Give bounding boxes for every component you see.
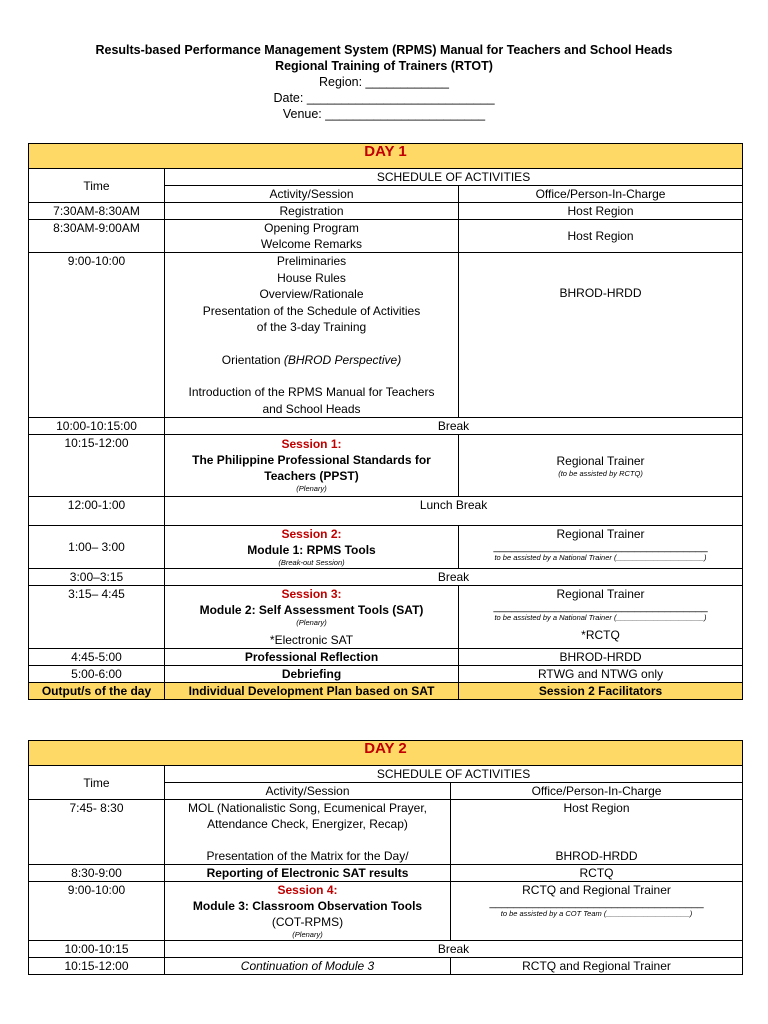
activity-line: MOL (Nationalistic Song, Ecumenical Prayer,: [188, 801, 427, 815]
office-header: Office/Person-In-Charge: [459, 186, 743, 203]
session-title: Module 1: RPMS Tools: [247, 543, 376, 557]
office-note: (to be assisted by RCTQ): [558, 468, 643, 478]
table-row: [29, 958, 743, 975]
output-row: [29, 683, 743, 700]
office-text: RCTQ and Regional Trainer: [522, 883, 671, 897]
session-title: Module 2: Self Assessment Tools (SAT): [199, 603, 424, 617]
office-text: Regional Trainer: [556, 587, 645, 601]
activity-line: of the 3-day Training: [256, 320, 367, 334]
session-note: (Break-out Session): [278, 558, 345, 567]
activity-cell: [165, 220, 459, 253]
blank-line: ___________________________________: [493, 541, 708, 553]
table-row: [29, 203, 743, 220]
table-row: [29, 649, 743, 666]
session-title: The Philippine Professional Standards for: [192, 453, 431, 467]
activity-line: Opening Program: [264, 221, 359, 235]
table-row: [29, 882, 743, 941]
output-label: Output/s of the day: [29, 683, 165, 700]
table-row: [29, 526, 743, 569]
activity-cell: Professional Reflection: [165, 649, 459, 666]
time-cell: 10:00-10:15: [29, 941, 165, 958]
office-cell: [451, 882, 743, 941]
time-cell: 7:30AM-8:30AM: [29, 203, 165, 220]
activity-cell: [165, 435, 459, 497]
activity-cell: Continuation of Module 3: [165, 958, 451, 975]
session-extra: *Electronic SAT: [269, 633, 354, 647]
orientation-text: Orientation: [221, 352, 281, 367]
session-note: (Plenary): [296, 484, 327, 493]
day2-label: DAY 2: [29, 741, 743, 766]
activity-cell: Debriefing: [165, 666, 459, 683]
output-activity: Individual Development Plan based on SAT: [165, 683, 459, 700]
time-cell: 1:00– 3:00: [29, 526, 165, 569]
orientation-note: (BHROD Perspective): [283, 352, 402, 367]
table-row: [29, 941, 743, 958]
time-cell: 8:30AM-9:00AM: [29, 220, 165, 253]
day1-schedule-table: [28, 143, 743, 700]
table-row: [29, 253, 743, 418]
activity-line: Attendance Check, Energizer, Recap): [207, 817, 408, 831]
office-cell: [459, 586, 743, 649]
table-row: [29, 220, 743, 253]
activity-cell: Break: [165, 569, 743, 586]
office-text: Regional Trainer: [556, 453, 645, 468]
office-extra: *RCTQ: [581, 628, 620, 642]
activity-line: [169, 352, 454, 369]
activity-line: Introduction of the RPMS Manual for Teachers: [188, 385, 435, 399]
office-text: BHROD-HRDD: [555, 849, 638, 863]
activity-cell: Break: [165, 418, 743, 435]
activity-cell: [165, 800, 451, 865]
session-label: Session 2:: [281, 527, 342, 541]
office-text: Host Region: [563, 801, 630, 815]
output-office: Session 2 Facilitators: [459, 683, 743, 700]
activity-cell: Registration: [165, 203, 459, 220]
time-cell: 10:00-10:15:00: [29, 418, 165, 435]
activity-line: Overview/Rationale: [259, 287, 364, 301]
session-title: Module 3: Classroom Observation Tools: [192, 899, 423, 913]
session-note: (Plenary): [292, 930, 323, 939]
time-cell: 10:15-12:00: [29, 435, 165, 497]
time-cell: 9:00-10:00: [29, 253, 165, 418]
office-cell: RTWG and NTWG only: [459, 666, 743, 683]
activity-line: Welcome Remarks: [260, 237, 363, 251]
session-label: Session 1:: [281, 437, 342, 451]
session-label: Session 4:: [277, 883, 338, 897]
document-title: Results-based Performance Management System (RPMS) Manual for Teachers and School Heads: [95, 43, 673, 57]
activity-cell: [165, 586, 459, 649]
time-cell: 5:00-6:00: [29, 666, 165, 683]
time-cell: 3:15– 4:45: [29, 586, 165, 649]
office-cell: RCTQ: [451, 865, 743, 882]
office-cell: Host Region: [459, 203, 743, 220]
time-header: Time: [29, 766, 165, 800]
office-text: Regional Trainer: [556, 527, 645, 541]
session-subtitle: (COT-RPMS): [271, 915, 344, 929]
session-title: Teachers (PPST): [264, 469, 359, 483]
activity-cell: [165, 882, 451, 941]
activity-header: Activity/Session: [165, 783, 451, 800]
document-subtitle: Regional Training of Trainers (RTOT): [275, 59, 493, 73]
table-row: [29, 569, 743, 586]
document-header: [0, 42, 768, 122]
day2-schedule-table: [28, 740, 743, 975]
office-cell: BHROD-HRDD: [459, 253, 743, 418]
time-cell: 4:45-5:00: [29, 649, 165, 666]
schedule-header: SCHEDULE OF ACTIVITIES: [165, 169, 743, 186]
time-cell: 12:00-1:00: [29, 497, 165, 526]
time-header: Time: [29, 169, 165, 203]
office-cell: BHROD-HRDD: [459, 649, 743, 666]
activity-cell: Reporting of Electronic SAT results: [165, 865, 451, 882]
schedule-header: SCHEDULE OF ACTIVITIES: [165, 766, 743, 783]
time-cell: 9:00-10:00: [29, 882, 165, 941]
table-row: [29, 865, 743, 882]
office-note: to be assisted by a National Trainer (_____________________): [494, 553, 707, 562]
table-row: [29, 666, 743, 683]
session-note: (Plenary): [296, 618, 327, 627]
office-cell: [451, 800, 743, 865]
activity-line: Presentation of the Matrix for the Day/: [206, 849, 409, 863]
activity-line: Preliminaries: [276, 254, 347, 268]
day1-header-row: [29, 144, 743, 169]
session-label: Session 3:: [281, 587, 342, 601]
activity-cell: Break: [165, 941, 743, 958]
table-row: [29, 497, 743, 526]
time-cell: 10:15-12:00: [29, 958, 165, 975]
table-row: [29, 418, 743, 435]
venue-field: Venue: _______________________: [282, 107, 486, 121]
office-note: to be assisted by a National Trainer (_____________________): [494, 613, 707, 622]
table-row: [29, 435, 743, 497]
office-cell: [459, 526, 743, 569]
day1-column-header-row: [29, 169, 743, 186]
time-cell: 8:30-9:00: [29, 865, 165, 882]
day1-label: DAY 1: [29, 144, 743, 169]
time-cell: 3:00–3:15: [29, 569, 165, 586]
activity-header: Activity/Session: [165, 186, 459, 203]
office-cell: [459, 435, 743, 497]
activity-line: and School Heads: [262, 401, 361, 416]
activity-line: Presentation of the Schedule of Activities: [202, 303, 421, 318]
office-cell: Host Region: [459, 220, 743, 253]
office-cell: RCTQ and Regional Trainer: [451, 958, 743, 975]
blank-line: ___________________________________: [493, 601, 708, 613]
table-row: [29, 800, 743, 865]
time-cell: 7:45- 8:30: [29, 800, 165, 865]
blank-line: ___________________________________: [489, 897, 704, 909]
region-field: Region: ____________: [319, 75, 449, 89]
day2-header-row: [29, 741, 743, 766]
day2-column-header-row: [29, 766, 743, 783]
date-field: Date: ___________________________: [273, 91, 495, 105]
office-note: to be assisted by a COT Team (____________________): [500, 909, 693, 918]
table-row: [29, 586, 743, 649]
activity-line: House Rules: [277, 270, 346, 285]
office-header: Office/Person-In-Charge: [451, 783, 743, 800]
activity-cell: Lunch Break: [165, 497, 743, 526]
activity-cell: [165, 253, 459, 418]
activity-cell: [165, 526, 459, 569]
